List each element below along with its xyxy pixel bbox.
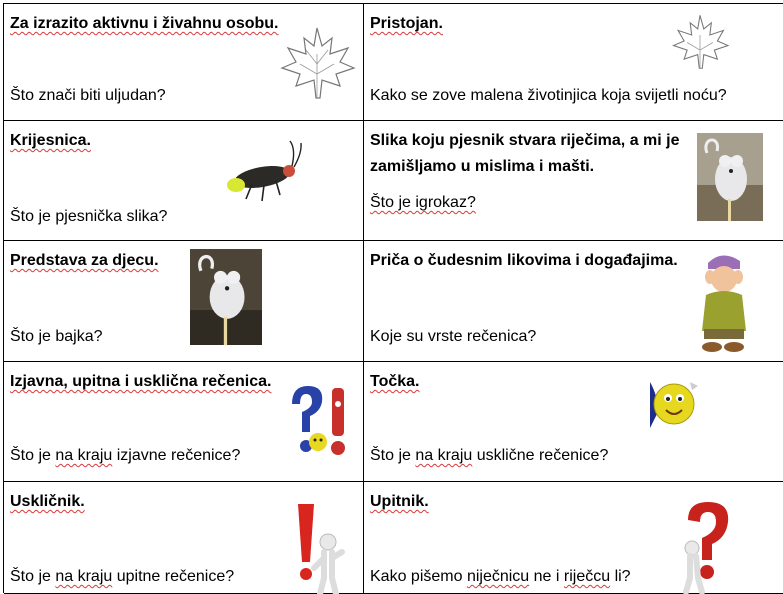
firefly-icon	[222, 139, 304, 209]
card-answer: Slika koju pjesnik stvara riječima, a mi je zamišljamo u mislima i mašti.	[370, 132, 680, 175]
card-answer: Izjavna, upitna i usklična rečenica.	[10, 373, 272, 390]
punctuation-characters-icon	[282, 380, 352, 464]
card-3	[4, 121, 364, 241]
card-answer: Uskličnik.	[10, 493, 85, 510]
card-answer: Za izrazito aktivnu i živahnu osobu.	[10, 15, 279, 32]
card-question: Što je igrokaz?	[370, 194, 476, 211]
card-2	[364, 4, 783, 121]
smiley-dot-icon	[644, 372, 704, 434]
card-answer: Predstava za djecu.	[10, 252, 159, 269]
dwarf-icon	[688, 247, 756, 353]
mouse-puppet-icon	[697, 133, 763, 221]
card-6	[364, 241, 783, 362]
card-10	[364, 482, 783, 594]
card-question: Što je bajka?	[10, 328, 103, 345]
card-question: Što je na kraju usklične rečenice?	[370, 447, 609, 464]
question-figure-icon	[674, 498, 738, 594]
card-question: Kako se zove malena životinjica koja svijetli noću?	[370, 87, 727, 104]
card-answer: Priča o čudesnim likovima i događajima.	[370, 252, 678, 269]
mouse-puppet-icon	[190, 246, 262, 348]
card-8	[364, 362, 783, 482]
card-question: Što je pjesnička slika?	[10, 208, 168, 225]
card-answer: Upitnik.	[370, 493, 429, 510]
card-question: Koje su vrste rečenica?	[370, 328, 537, 345]
card-question: Što je na kraju izjavne rečenice?	[10, 447, 241, 464]
card-question: Kako pišemo niječnicu ne i riječcu li?	[370, 568, 631, 585]
card-answer: Krijesnica.	[10, 132, 91, 149]
quiz-card-table	[3, 3, 783, 593]
exclamation-figure-icon	[286, 498, 352, 594]
maple-leaf-icon	[669, 8, 731, 74]
card-question: Što je na kraju upitne rečenice?	[10, 568, 235, 585]
card-4	[364, 121, 783, 241]
card-9	[4, 482, 364, 594]
card-answer: Pristojan.	[370, 15, 443, 32]
card-7	[4, 362, 364, 482]
card-1	[4, 4, 364, 121]
maple-leaf-icon	[276, 24, 358, 100]
card-answer: Točka.	[370, 373, 420, 390]
card-5	[4, 241, 364, 362]
card-question: Što znači biti uljudan?	[10, 87, 166, 104]
